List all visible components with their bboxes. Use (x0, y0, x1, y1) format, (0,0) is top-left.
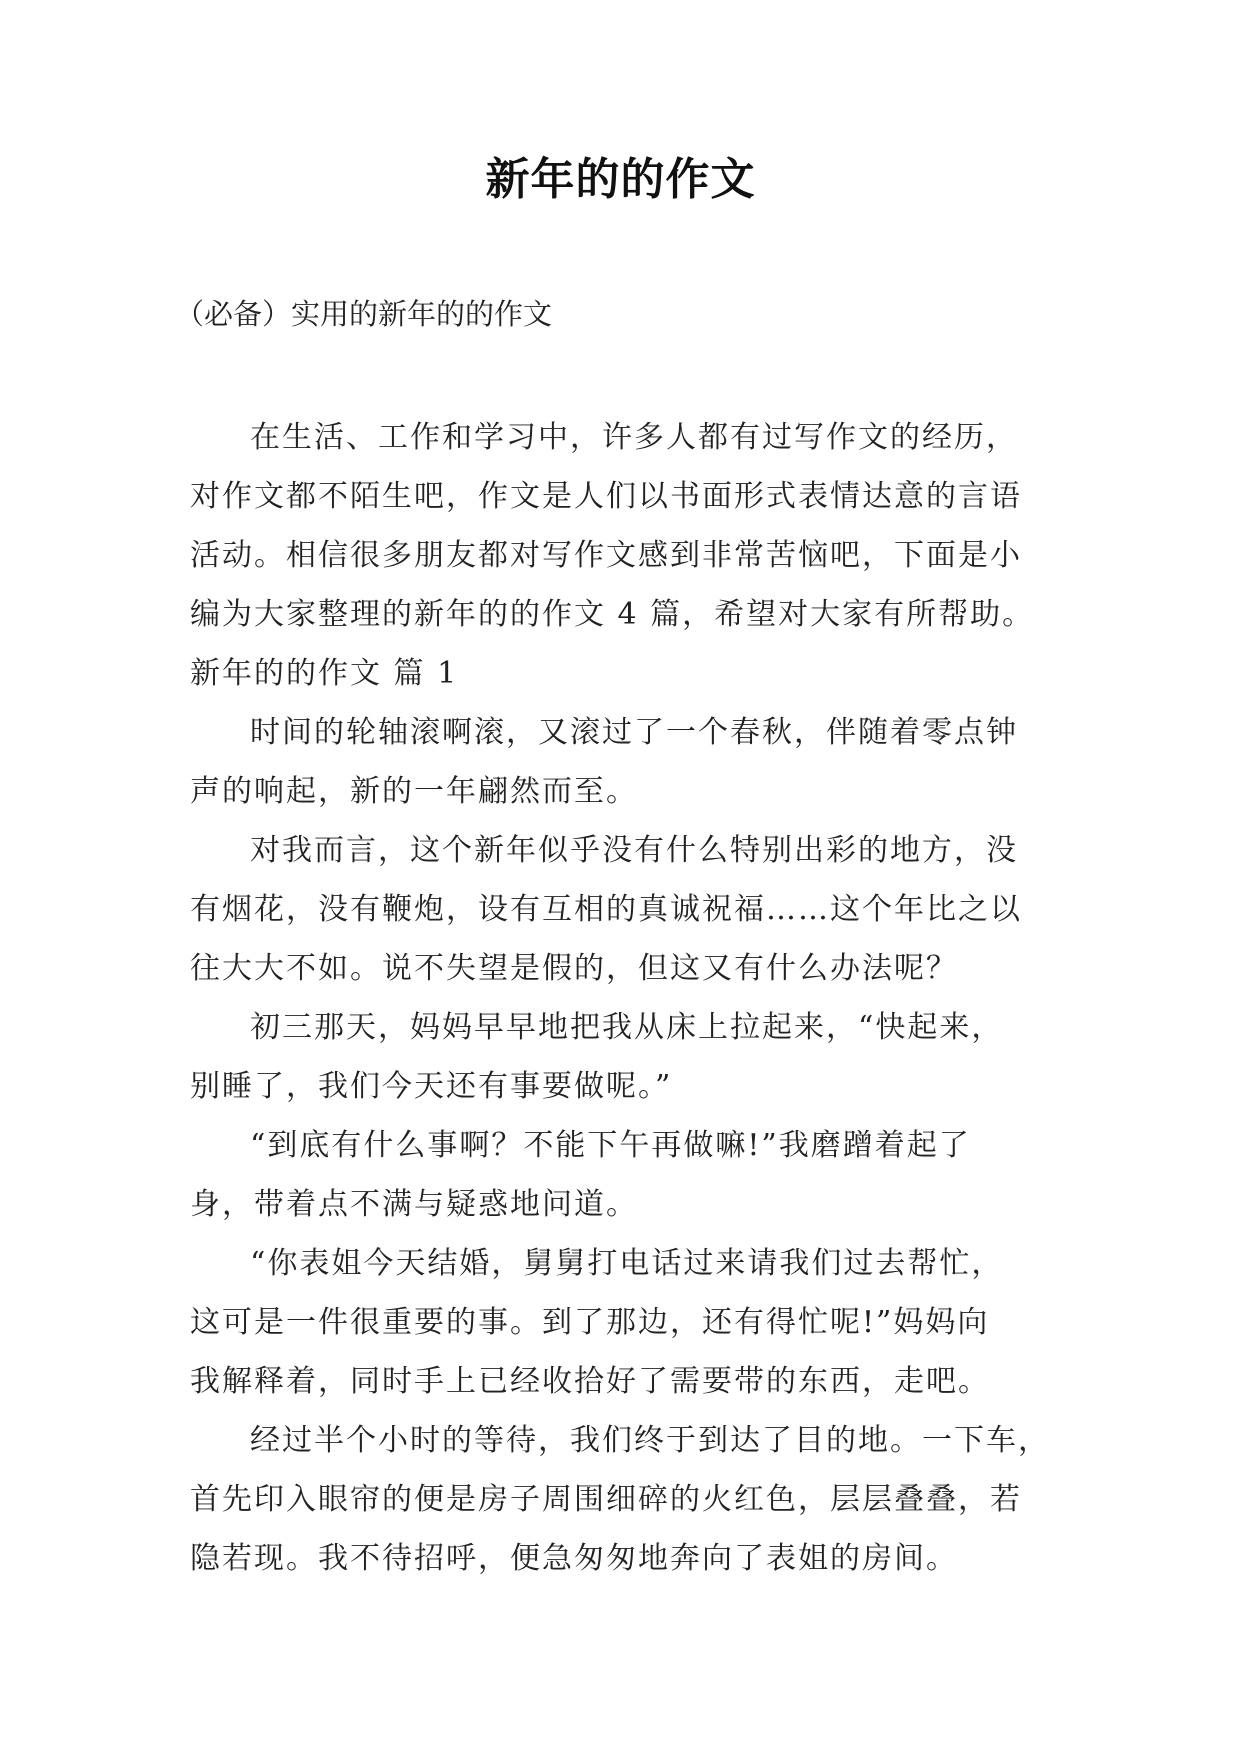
text-line: 在生活、工作和学习中，许多人都有过写作文的经历， (250, 420, 1018, 455)
text-line: 隐若现。我不待招呼，便急匆匆地奔向了表姐的房间。 (190, 1541, 958, 1576)
text-line: 编为大家整理的新年的的作文 4 篇，希望对大家有所帮助。 (190, 597, 1035, 632)
text-line: 往大大不如。说不失望是假的，但这又有什么办法呢？ (190, 951, 958, 986)
text-line: 有烟花，没有鞭炮，设有互相的真诚祝福……这个年比之以 (190, 892, 1022, 927)
text-line: 初三那天，妈妈早早地把我从床上拉起来，“快起来， (250, 1010, 1004, 1045)
paragraph (190, 408, 1070, 644)
document-title: 新年的的作文 (485, 154, 756, 205)
text-line: 身，带着点不满与疑惑地问道。 (190, 1187, 638, 1222)
text-line: 对作文都不陌生吧，作文是人们以书面形式表情达意的言语 (190, 479, 1022, 514)
paragraph (190, 1411, 1070, 1588)
text-line: 别睡了，我们今天还有事要做呢。” (190, 1069, 673, 1104)
text-line: “到底有什么事啊？不能下午再做嘛!”我磨蹭着起了 (250, 1128, 971, 1163)
text-line: 首先印入眼帘的便是房子周围细碎的火红色，层层叠叠，若 (190, 1482, 1022, 1517)
text-line: 这可是一件很重要的事。到了那边，还有得忙呢!”妈妈向 (190, 1305, 990, 1340)
text-line: 活动。相信很多朋友都对写作文感到非常苦恼吧，下面是小 (190, 538, 1022, 573)
text-line: 经过半个小时的等待，我们终于到达了目的地。一下车， (250, 1423, 1050, 1458)
text-line: 新年的的作文 篇 1 (190, 656, 459, 691)
text-line: 对我而言，这个新年似乎没有什么特别出彩的地方，没 (250, 833, 1018, 868)
paragraph (190, 1116, 1070, 1234)
text-line: 我解释着，同时手上已经收拾好了需要带的东西，走吧。 (190, 1364, 990, 1399)
document-body (190, 408, 1070, 1588)
paragraph (190, 998, 1070, 1116)
section-heading (190, 644, 1070, 703)
paragraph (190, 821, 1070, 998)
text-line: 声的响起，新的一年翩然而至。 (190, 774, 638, 809)
paragraph (190, 1234, 1070, 1411)
text-line: “你表姐今天结婚，舅舅打电话过来请我们过去帮忙， (250, 1246, 1004, 1281)
text-line: 时间的轮轴滚啊滚，又滚过了一个春秋，伴随着零点钟 (250, 715, 1018, 750)
document-subtitle: （必备）实用的新年的的作文 (175, 297, 553, 331)
paragraph (190, 703, 1070, 821)
